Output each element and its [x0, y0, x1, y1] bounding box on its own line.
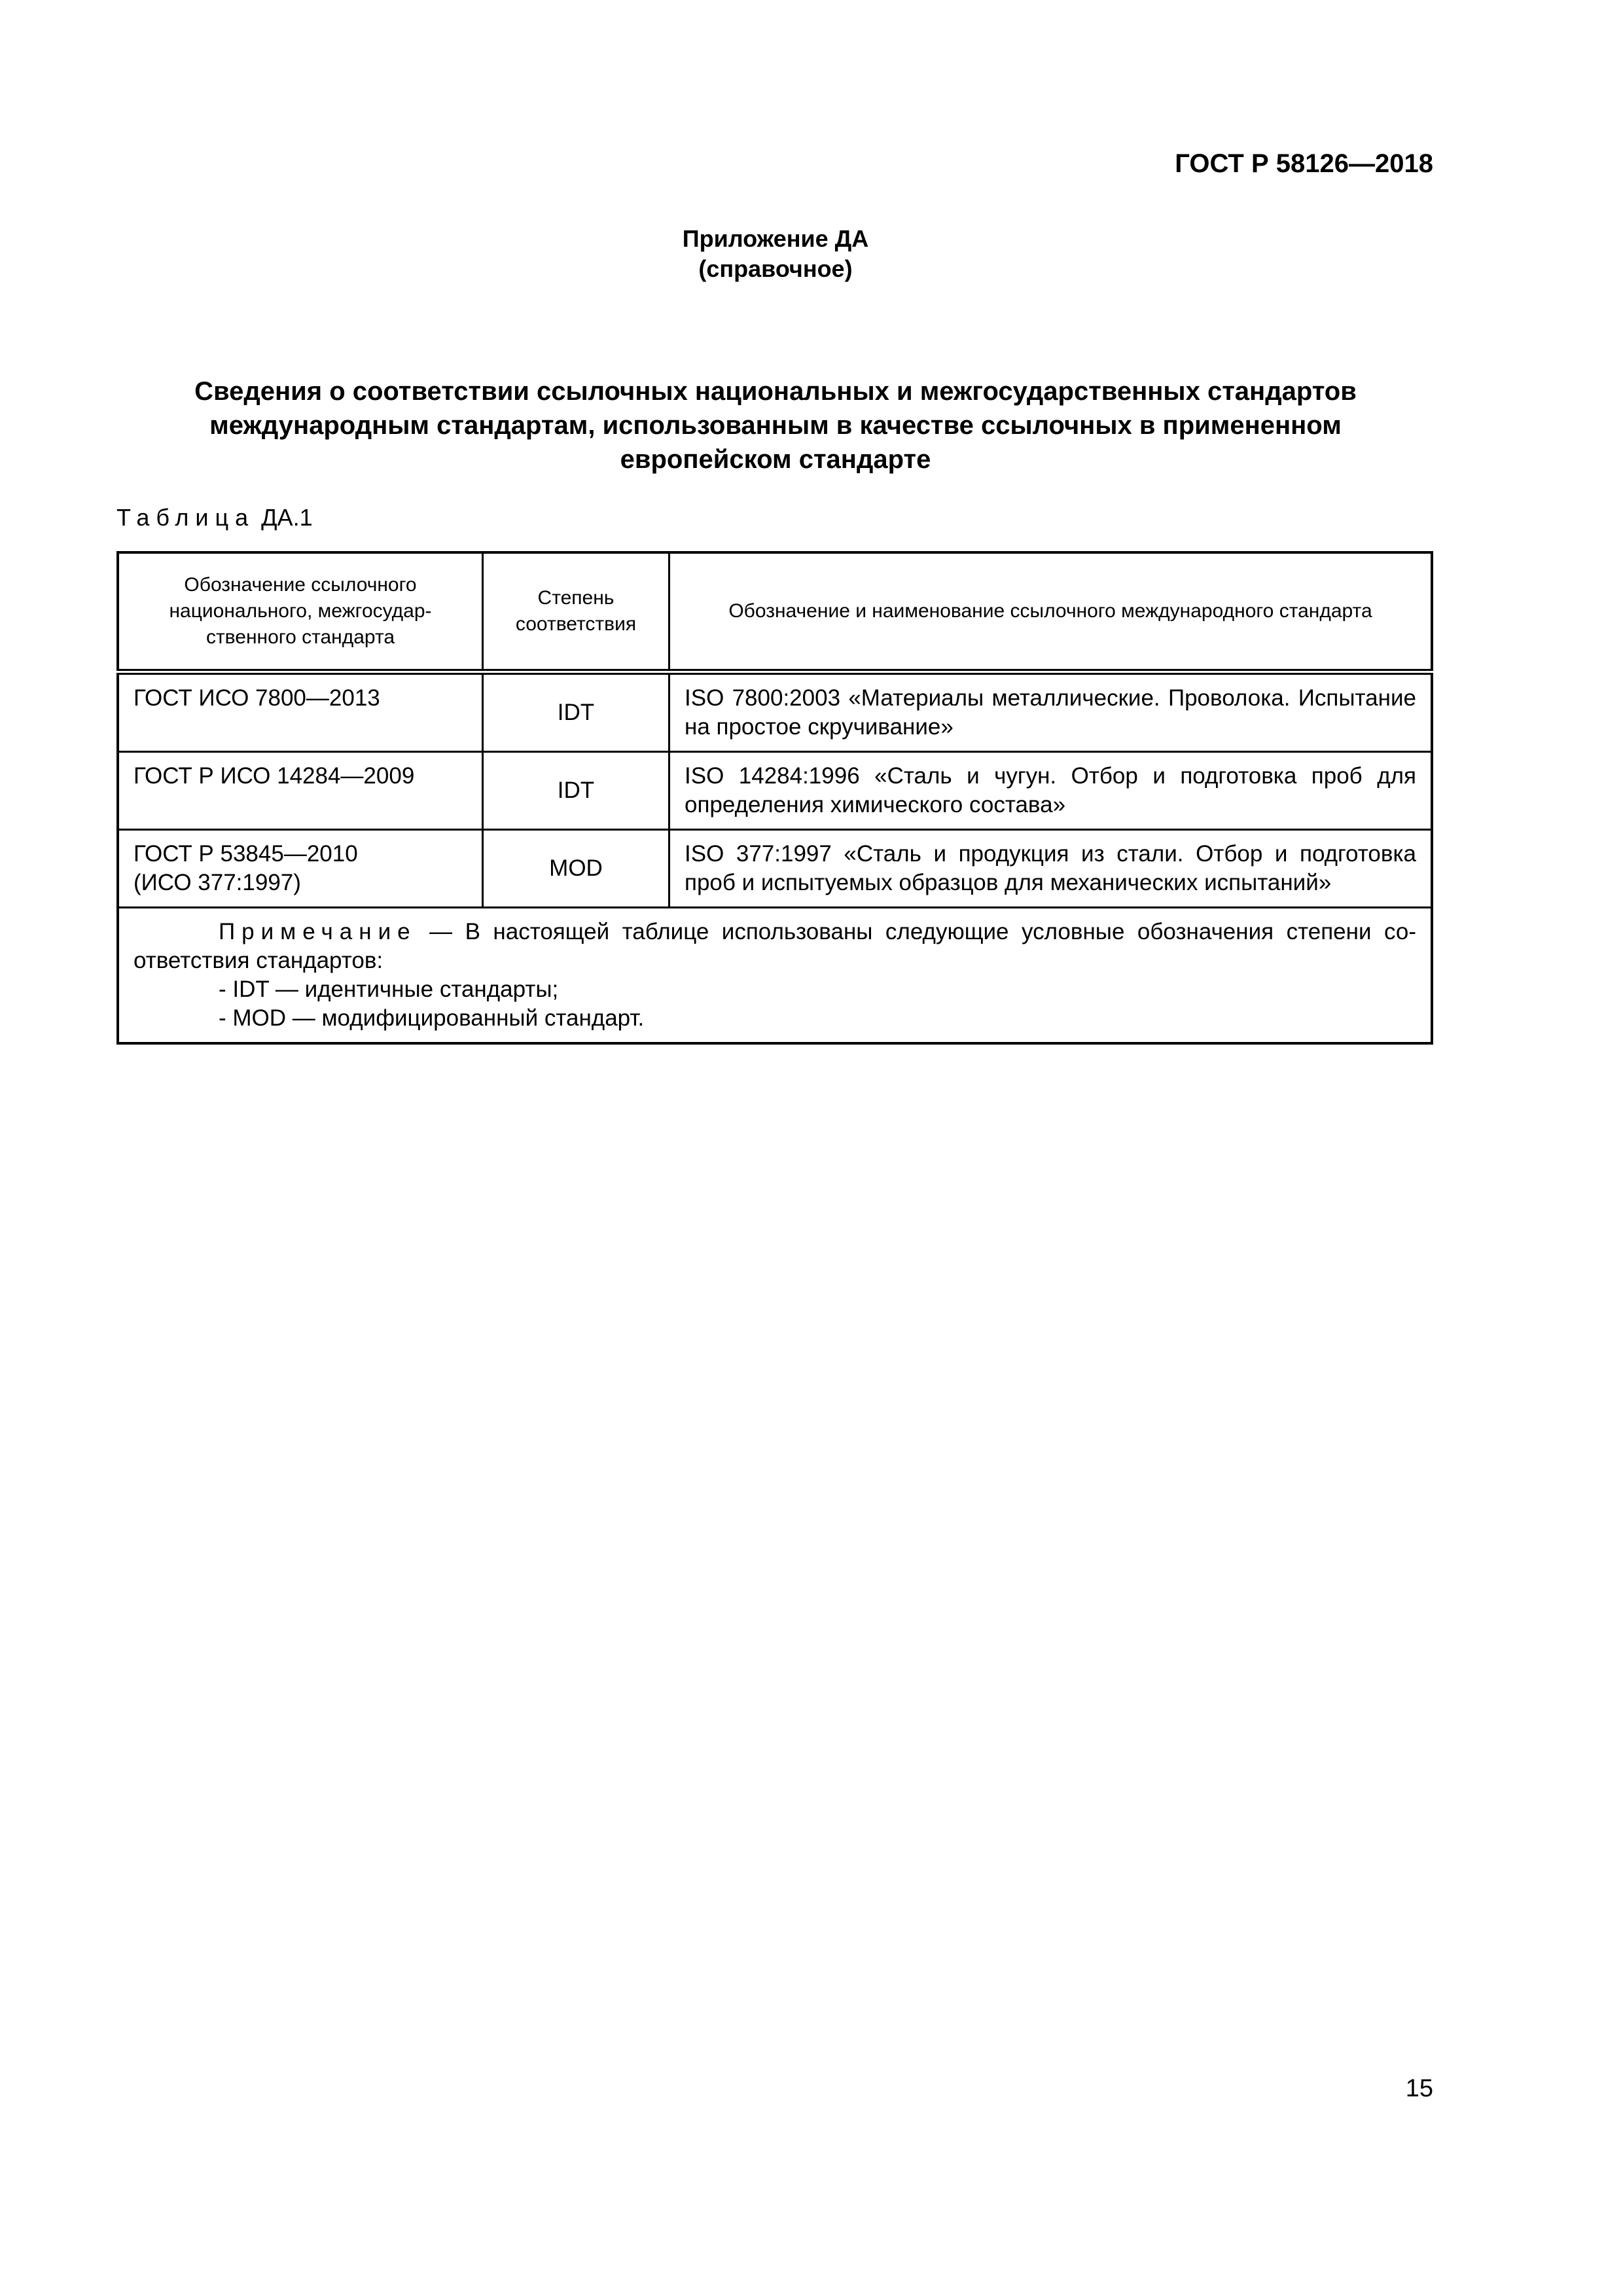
header-degree: Степень соответствия [483, 552, 669, 672]
note-label: Примечание [219, 919, 417, 944]
cell-international: ISO 14284:1996 «Сталь и чугун. Отбор и подготовка проб для определения химического состава» [669, 752, 1433, 830]
cell-degree: IDT [483, 672, 669, 752]
title-line: европейском стандарте [620, 445, 931, 474]
header-national-standard: Обозначение ссылочного национального, межгосударственного стандарта [118, 552, 483, 672]
appendix-title [0, 374, 1551, 476]
table-caption-number: ДА.1 [261, 504, 313, 531]
title-line: Сведения о соответствии ссылочных национальных и межгосударственных стандартов [194, 377, 1357, 406]
table-header-row [118, 552, 1432, 672]
header-international-standard: Обозначение и наименование ссылочного международного стандарта [669, 552, 1433, 672]
appendix-status: (справочное) [698, 255, 853, 282]
cell-international: ISO 7800:2003 «Материалы металлические. Проволока. Испытание на простое скручивание» [669, 672, 1433, 752]
title-line: международным стандартам, использованным в качестве ссылочных в примененном [209, 411, 1342, 440]
note-item: - MOD — модифицированный стандарт. [219, 1005, 645, 1031]
cell-national [118, 752, 483, 830]
table-row [118, 672, 1432, 752]
appendix-heading [0, 224, 1551, 284]
national-code: ГОСТ Р ИСО 14284—2009 [134, 763, 415, 789]
table-caption-word: Таблица [116, 504, 255, 531]
table-note [118, 908, 1432, 1044]
national-code: ГОСТ ИСО 7800—2013 [134, 685, 380, 711]
cell-international: ISO 377:1997 «Сталь и продукция из стали. Отбор и подготовка проб и испытуемых образцов для механических испытаний» [669, 830, 1433, 908]
page-number: 15 [1405, 2075, 1433, 2102]
table-caption [116, 504, 313, 531]
cell-national [118, 830, 483, 908]
cell-degree: IDT [483, 752, 669, 830]
note-lead [134, 918, 1416, 975]
table-row [118, 830, 1432, 908]
document-code: ГОСТ Р 58126—2018 [1175, 149, 1433, 178]
cell-degree: MOD [483, 830, 669, 908]
national-code: ГОСТ Р 53845—2010 [134, 841, 358, 867]
national-code-extra: (ИСО 377:1997) [134, 870, 301, 895]
cell-national [118, 672, 483, 752]
standards-table [116, 551, 1433, 1045]
note-text: — В настоящей таблице использованы следующие условные обозначения степени соответствия стандартов: [134, 919, 1416, 973]
appendix-name: Приложение ДА [682, 225, 869, 252]
table-row [118, 752, 1432, 830]
table-note-row [118, 908, 1432, 1044]
note-item: - IDT — идентичные стандарты; [219, 977, 559, 1002]
